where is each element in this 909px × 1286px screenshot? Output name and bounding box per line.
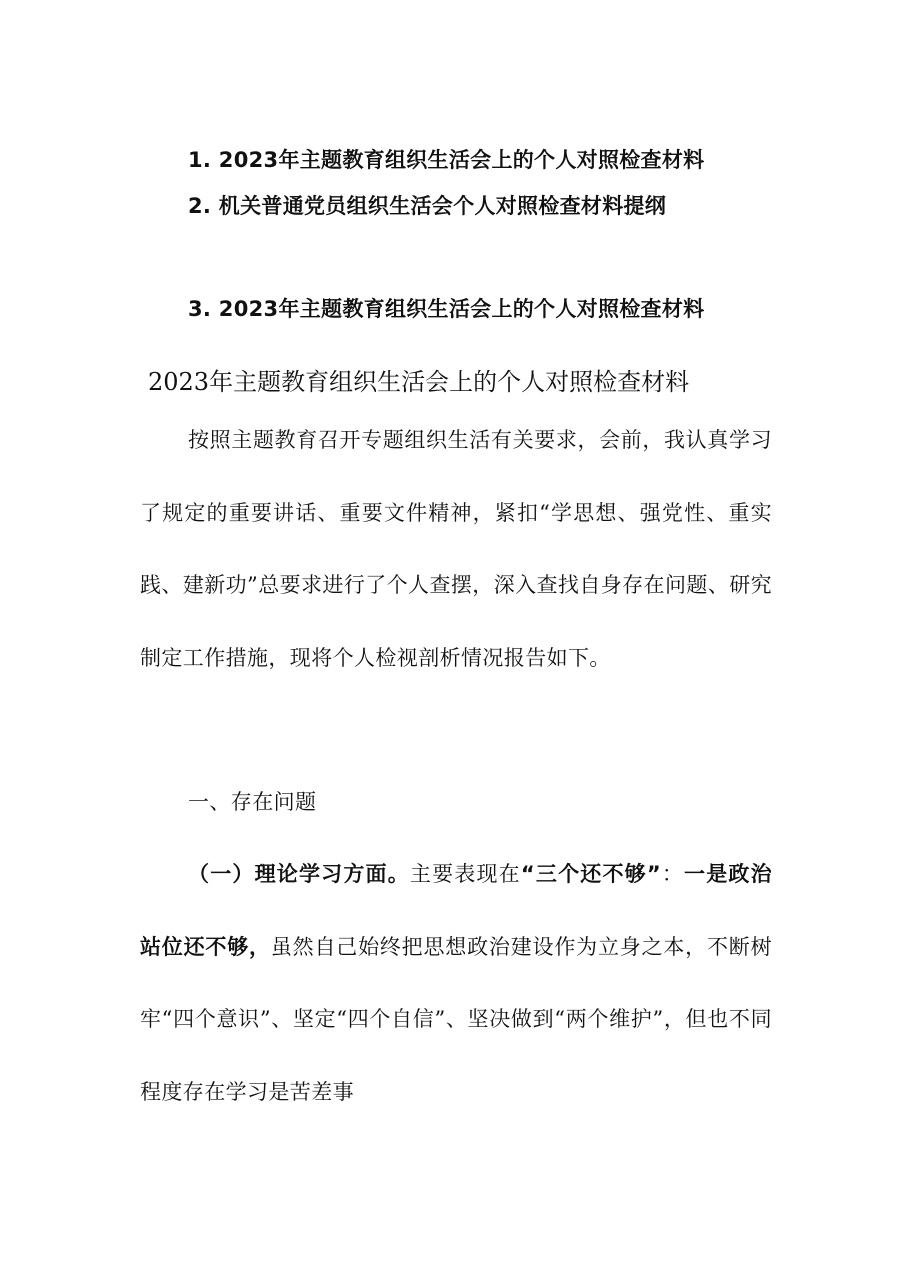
toc-item-1: 1. 2023年主题教育组织生活会上的个人对照检查材料: [188, 148, 705, 172]
toc-item-2: 2. 机关普通党员组织生活会个人对照检查材料提纲: [188, 194, 667, 218]
section-heading-problems: 一、存在问题: [188, 790, 317, 814]
subsection-paragraph: [140, 838, 772, 1128]
intro-paragraph: 按照主题教育召开专题组织生活有关要求，会前，我认真学习了规定的重要讲话、重要文件精神，紧扣“学思想、强党性、重实践、建新功”总要求进行了个人查摆，深入查找自身存在问题、研究制定工作措施，现将个人检视剖析情况报告如下。: [140, 428, 772, 670]
toc-item-3: 3. 2023年主题教育组织生活会上的个人对照检查材料: [188, 297, 705, 321]
point1-text: 虽然自己始终把思想政治建设作为立身之本，不断树牢“四个意识”、坚定“四个自信”、坚决做到“两个维护”，但也不同程度存在学习是苦差事: [140, 934, 772, 1104]
subsection-highlight: “三个还不够”: [520, 862, 662, 886]
subsection-heading: （一）理论学习方面。: [188, 862, 410, 886]
point1-label: 一是政治站位还不够，: [140, 862, 773, 959]
subsection-lead: 主要表现在: [409, 862, 521, 886]
subsection-colon: ：: [661, 862, 685, 886]
document-title: 2023年主题教育组织生活会上的个人对照检查材料: [148, 368, 690, 396]
